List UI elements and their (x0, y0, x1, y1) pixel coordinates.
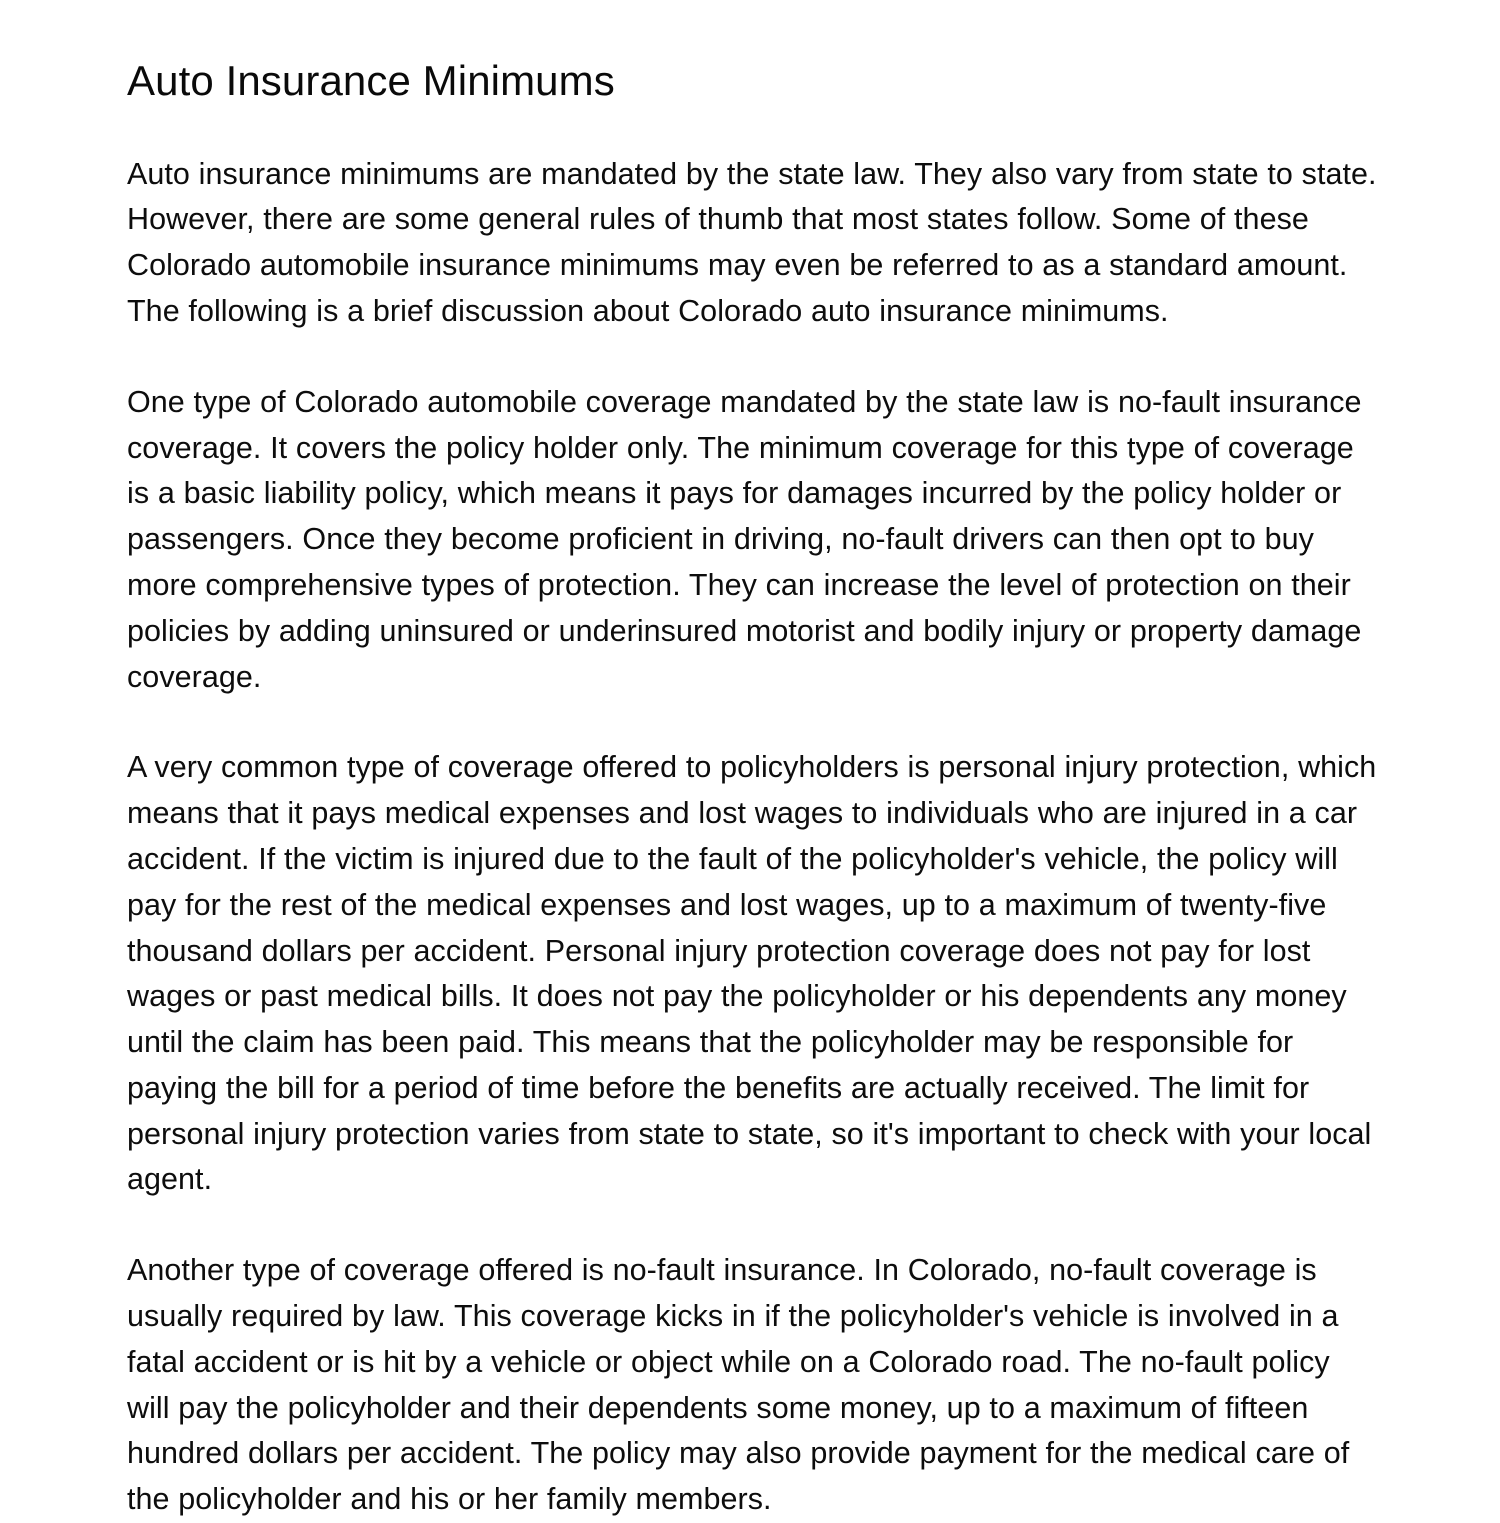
paragraph-1: Auto insurance minimums are mandated by the state law. They also vary from state to state. However, there are some general rules of thumb that most states follow. Some of these Colorado automobile insurance minimums may even be referred to as a standard amount. The following is a brief discussion about Colorado auto insurance minimums. (127, 156, 1377, 328)
paragraph-2: One type of Colorado automobile coverage mandated by the state law is no-fault insurance coverage. It covers the policy holder only. The minimum coverage for this type of coverage is a basic liability policy, which means it pays for damages incurred by the policy holder or passengers. Once they become proficient in driving, no-fault drivers can then opt to buy more comprehensive types of protection. They can increase the level of protection on their policies by adding uninsured or underinsured motorist and bodily injury or property damage coverage. (127, 384, 1362, 694)
page-title: Auto Insurance Minimums (127, 57, 615, 104)
paragraph-3: A very common type of coverage offered to policyholders is personal injury protection, which means that it pays medical expenses and lost wages to individuals who are injured in a car accident. If the victim is injured due to the fault of the policyholder's vehicle, the policy will pay for the rest of the medical expenses and lost wages, up to a maximum of twenty-five thousand dollars per accident. Personal injury protection coverage does not pay for lost wages or past medical bills. It does not pay the policyholder or his dependents any money until the claim has been paid. This means that the policyholder may be responsible for paying the bill for a period of time before the benefits are actually received. The limit for personal injury protection varies from state to state, so it's important to check with your local agent. (127, 750, 1377, 1197)
paragraph-4: Another type of coverage offered is no-fault insurance. In Colorado, no-fault coverage is usually required by law. This coverage kicks in if the policyholder's vehicle is involved in a fatal accident or is hit by a vehicle or object while on a Colorado road. The no-fault policy will pay the policyholder and their dependents some money, up to a maximum of fifteen hundred dollars per accident. The policy may also provide payment for the medical care of the policyholder and his or her family members. (127, 1253, 1350, 1517)
document-body (127, 152, 1377, 1523)
